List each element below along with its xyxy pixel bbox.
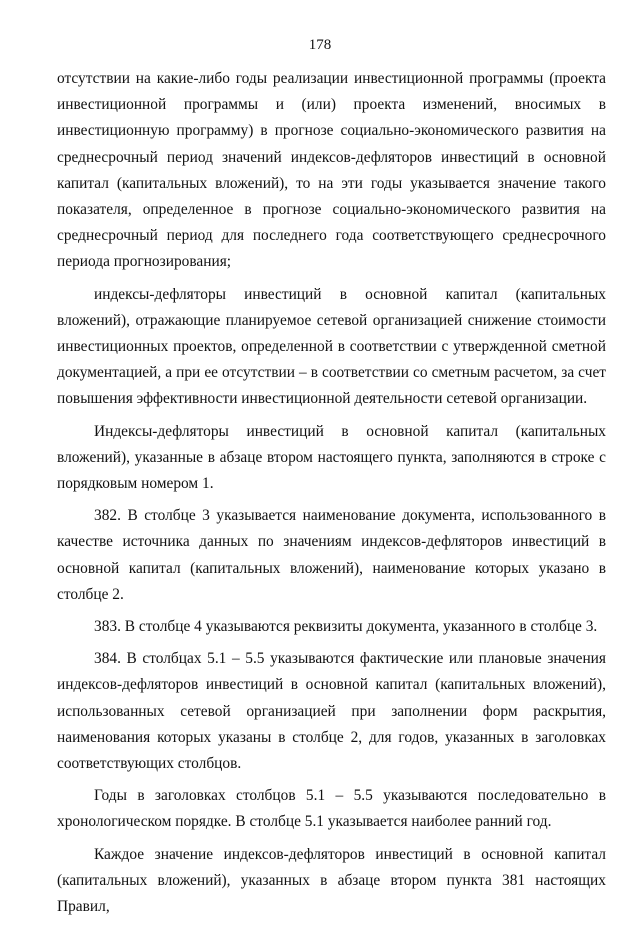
paragraph-deflator-indices: индексы-дефляторы инвестиций в основной капитал (капитальных вложений), отражающие планируемое сетевой организацией снижение стоимости инвестиционных проектов, определенной в соответствии с утвержденной сметной документацией, а при ее отсутствии – в соответствии со сметным расчетом, за счет повышения эффективности инвестиционной деятельности сетевой организации. bbox=[57, 285, 606, 408]
page-number: 178 bbox=[308, 37, 332, 53]
document-body bbox=[57, 66, 606, 926]
paragraph-item-383: 383. В столбце 4 указываются реквизиты документа, указанного в столбце 3. bbox=[94, 618, 598, 636]
paragraph-continuation: отсутствии на какие-либо годы реализации инвестиционной программы (проекта инвестиционной программы и (или) проекта изменений, вносимых в инвестиционную программу) в прогнозе социально-экономического развития на среднесрочный период значений индексов-дефляторов инвестиций в основной капитал (капитальных вложений), то на эти годы указывается значение такого показателя, определенное в прогнозе социально-экономического развития на среднесрочный период для последнего года соответствующего среднесрочного периода прогнозирования; bbox=[57, 70, 606, 271]
paragraph-deflator-row-1: Индексы-дефляторы инвестиций в основной капитал (капитальных вложений), указанные в абзаце втором настоящего пункта, заполняются в строке с порядковым номером 1. bbox=[57, 422, 606, 493]
paragraph-item-384: 384. В столбцах 5.1 – 5.5 указываются фактические или плановые значения индексов-дефляторов инвестиций в основной капитал (капитальных вложений), использованных сетевой организацией при заполнении форм раскрытия, наименования которых указаны в столбце 2, для годов, указанных в заголовках соответствующих столбцов. bbox=[57, 650, 606, 773]
paragraph-item-382: 382. В столбце 3 указывается наименование документа, использованного в качестве источника данных по значениям индексов-дефляторов инвестиций в основной капитал (капитальных вложений), наименование которых указано в столбце 2. bbox=[57, 507, 606, 603]
paragraph-years-order: Годы в заголовках столбцов 5.1 – 5.5 указываются последовательно в хронологическом порядке. В столбце 5.1 указывается наиболее ранний год. bbox=[57, 787, 606, 831]
paragraph-each-value: Каждое значение индексов-дефляторов инвестиций в основной капитал (капитальных вложений), указанных в абзаце втором пункта 381 настоящих Правил, bbox=[57, 845, 606, 916]
